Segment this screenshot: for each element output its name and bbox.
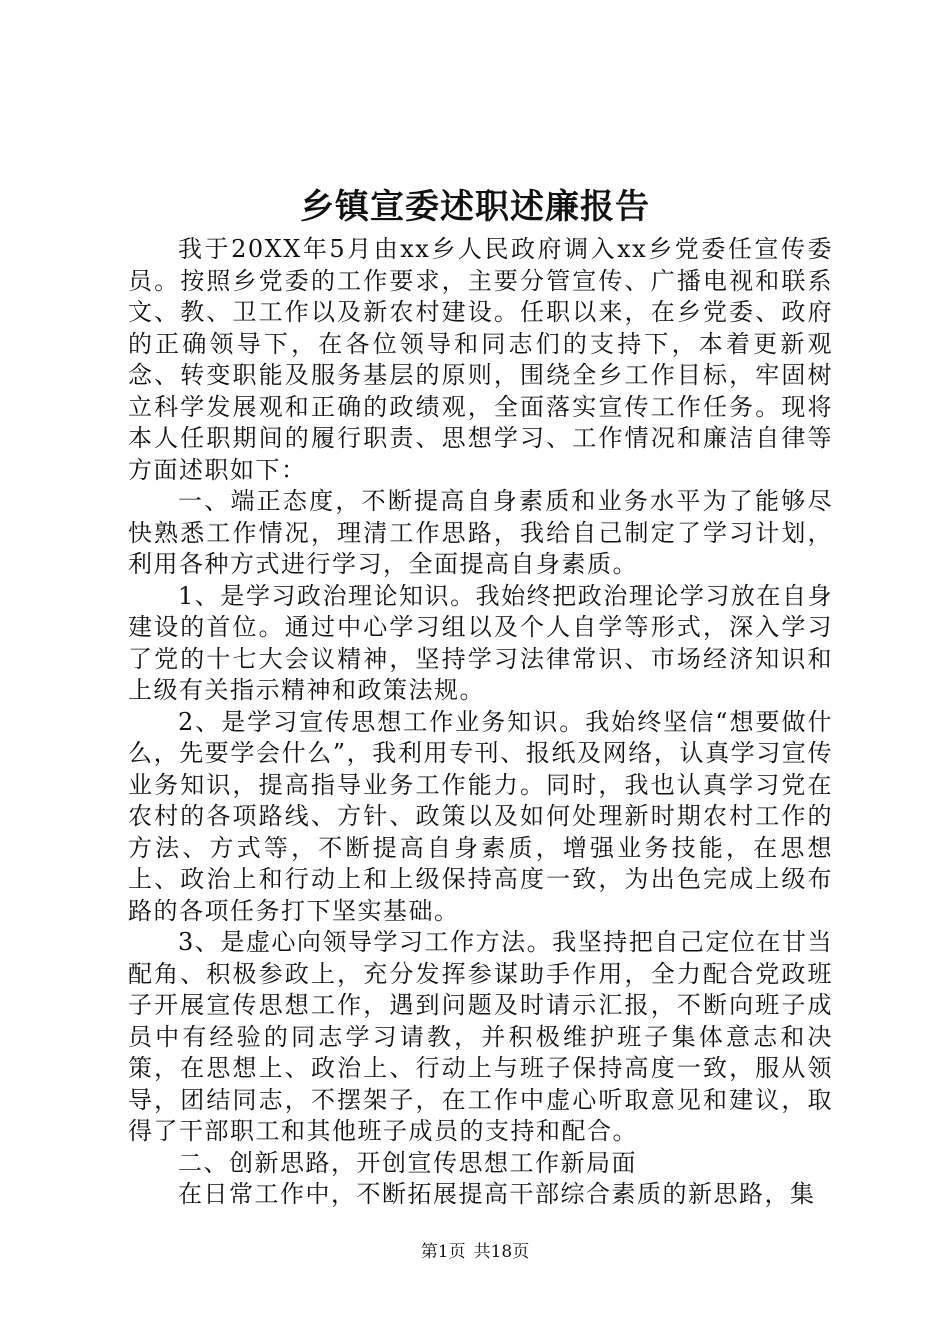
paragraph-section-2-heading: 二、创新思路，开创宣传思想工作新局面 <box>178 1148 637 1177</box>
paragraph-item-1: 1、是学习政治理论知识。我始终把政治理论学习放在自身建设的首位。通过中心学习组以及个人自学等形式，深入学习了党的十七大会议精神，坚持学习法律常识、市场经济知识和上级有关指示精神和政策法规。 <box>128 581 833 704</box>
page-total: 共18页 <box>473 1242 530 1262</box>
paragraph-item-2: 2、是学习宣传思想工作业务知识。我始终坚信“想要做什么，先要学会什么”，我利用专刊、报纸及网络，认真学习宣传业务知识，提高指导业务工作能力。同时，我也认真学习党在农村的各项路线、方针、政策以及如何处理新时期农村工作的方法、方式等，不断提高自身素质，增强业务技能，在思想上、政治上和行动上和上级保持高度一致，为出色完成上级布路的各项任务打下坚实基础。 <box>128 707 833 925</box>
page-footer <box>0 1240 950 1264</box>
page-number: 第1页 <box>420 1242 466 1262</box>
document-body <box>128 234 833 1211</box>
paragraph-section-2-body: 在日常工作中，不断拓展提高干部综合素质的新思路，集 <box>178 1180 816 1208</box>
paragraph-intro: 我于20XX年5月由xx乡人民政府调入xx乡党委任宣传委员。按照乡党委的工作要求，主要分管宣传、广播电视和联系文、教、卫工作以及新农村建设。任职以来，在乡党委、政府的正确领导下，在各位领导和同志们的支持下，本着更新观念、转变职能及服务基层的原则，围绕全乡工作目标，牢固树立科学发展观和正确的政绩观，全面落实宣传工作任务。现将本人任职期间的履行职责、思想学习、工作情况和廉洁自律等方面述职如下： <box>128 235 833 484</box>
document-title: 乡镇宣委述职述廉报告 <box>300 187 650 227</box>
paragraph-section-1-heading: 一、端正态度，不断提高自身素质和业务水平为了能够尽快熟悉工作情况，理清工作思路，我给自己制定了学习计划，利用各种方式进行学习，全面提高自身素质。 <box>128 487 833 578</box>
paragraph-item-3: 3、是虚心向领导学习工作方法。我坚持把自己定位在甘当配角、积极参政上，充分发挥参谋助手作用，全力配合党政班子开展宣传思想工作，遇到问题及时请示汇报，不断向班子成员中有经验的同志学习请教，并积极维护班子集体意志和决策，在思想上、政治上、行动上与班子保持高度一致，服从领导，团结同志，不摆架子，在工作中虚心听取意见和建议，取得了干部职工和其他班子成员的支持和配合。 <box>128 928 833 1145</box>
